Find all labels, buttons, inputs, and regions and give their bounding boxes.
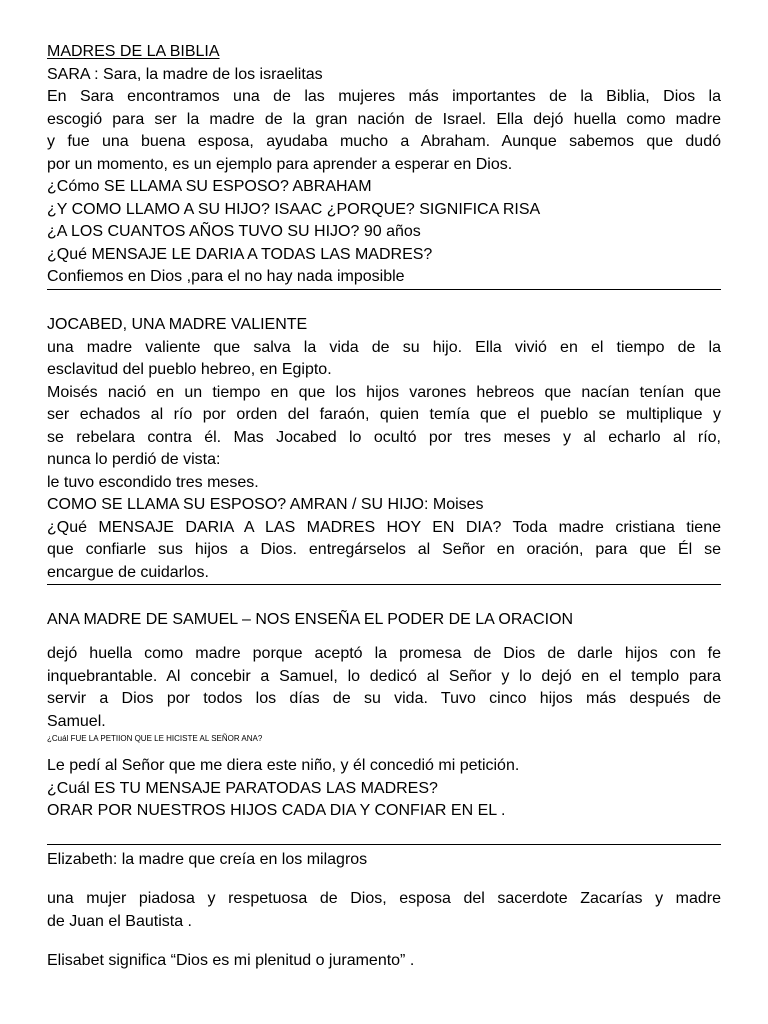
small-question: ¿Cuál FUE LA PETIION QUE LE HICISTE AL SEÑOR ANA? [47,734,263,743]
question-answer-line: ¿Y COMO LLAMO A SU HIJO? ISAAC ¿PORQUE? SIGNIFICA RISA [47,200,541,218]
paragraph-line: Moisés nació en un tiempo en que los hijos varones hebreos que nacían tenían que [47,383,721,401]
section-title: ANA MADRE DE SAMUEL – NOS ENSEÑA EL PODER DE LA ORACION [47,611,574,628]
section-divider [47,584,721,585]
section-ana-answers [47,755,721,823]
paragraph-line: por un momento, es un ejemplo para aprender a esperar en Dios. [47,155,513,173]
paragraph-line: una mujer piadosa y respetuosa de Dios, esposa del sacerdote Zacarías y madre [47,890,721,907]
section-jocabed [47,314,721,584]
answer-line: Confiemos en Dios ,para el no hay nada imposible [47,268,405,285]
paragraph-line: Samuel. [47,712,106,730]
paragraph-line: una madre valiente que salva la vida de su hijo. Ella vivió en el tiempo de la [47,338,721,356]
document-title: MADRES DE LA BIBLIA [47,43,220,60]
section-title: JOCABED, UNA MADRE VALIENTE [47,316,308,333]
paragraph-line: Elisabet significa “Dios es mi plenitud o juramento” . [47,952,415,969]
section-ana-body [47,643,721,745]
question-line: ¿Cuál ES TU MENSAJE PARATODAS LAS MADRES? [47,779,438,797]
section-ana [47,609,721,632]
section-elizabeth-body [47,888,721,933]
paragraph-line: esclavitud del pueblo hebreo, en Egipto. [47,361,332,378]
question-answer-line: ¿Cómo SE LLAMA SU ESPOSO? ABRAHAM [47,178,372,195]
answer-line: ORAR POR NUESTROS HIJOS CADA DIA Y CONFIAR EN EL . [47,802,506,819]
answer-line: Le pedí al Señor que me diera este niño, y él concedió mi petición. [47,757,520,774]
question-answer-line: encargue de cuidarlos. [47,563,209,581]
section-divider [47,844,721,845]
paragraph-line: le tuvo escondido tres meses. [47,473,259,491]
section-sara [47,41,721,289]
paragraph-line: En Sara encontramos una de las mujeres más importantes de la Biblia, Dios la [47,88,721,105]
section-elizabeth-meaning [47,950,721,973]
section-subtitle: SARA : Sara, la madre de los israelitas [47,65,323,83]
section-divider [47,289,721,290]
paragraph-line: inquebrantable. Al concebir a Samuel, lo dedicó al Señor y lo dejó en el templo para [47,667,721,685]
section-elizabeth [47,849,721,872]
section-title: Elizabeth: la madre que creía en los milagros [47,851,368,868]
paragraph-line: servir a Dios por todos los días de su vida. Tuvo cinco hijos más después de [47,690,721,707]
question-answer-line: ¿Qué MENSAJE DARIA A LAS MADRES HOY EN DIA? Toda madre cristiana tiene [47,518,721,536]
question-answer-line: ¿A LOS CUANTOS AÑOS TUVO SU HIJO? 90 años [47,223,421,240]
paragraph-line: dejó huella como madre porque aceptó la promesa de Dios de darle hijos con fe [47,645,721,662]
paragraph-line: ser echados al río por orden del faraón, quien temía que el pueblo se multiplique y [47,406,721,423]
paragraph-line: de Juan el Bautista . [47,912,192,930]
paragraph-line: se rebelara contra él. Mas Jocabed lo ocultó por tres meses y al echarlo al río, [47,428,721,446]
question-answer-line: COMO SE LLAMA SU ESPOSO? AMRAN / SU HIJO: Moises [47,496,484,513]
question-answer-line: que confiarle sus hijos a Dios. entregárselos al Señor en oración, para que Él se [47,541,721,558]
paragraph-line: y fue una buena esposa, ayudaba mucho a Abraham. Aunque sabemos que dudó [47,133,721,150]
paragraph-line: nunca lo perdió de vista: [47,451,221,468]
paragraph-line: escogió para ser la madre de la gran nación de Israel. Ella dejó huella como madre [47,110,721,128]
question-answer-line: ¿Qué MENSAJE LE DARIA A TODAS LAS MADRES? [47,245,433,263]
